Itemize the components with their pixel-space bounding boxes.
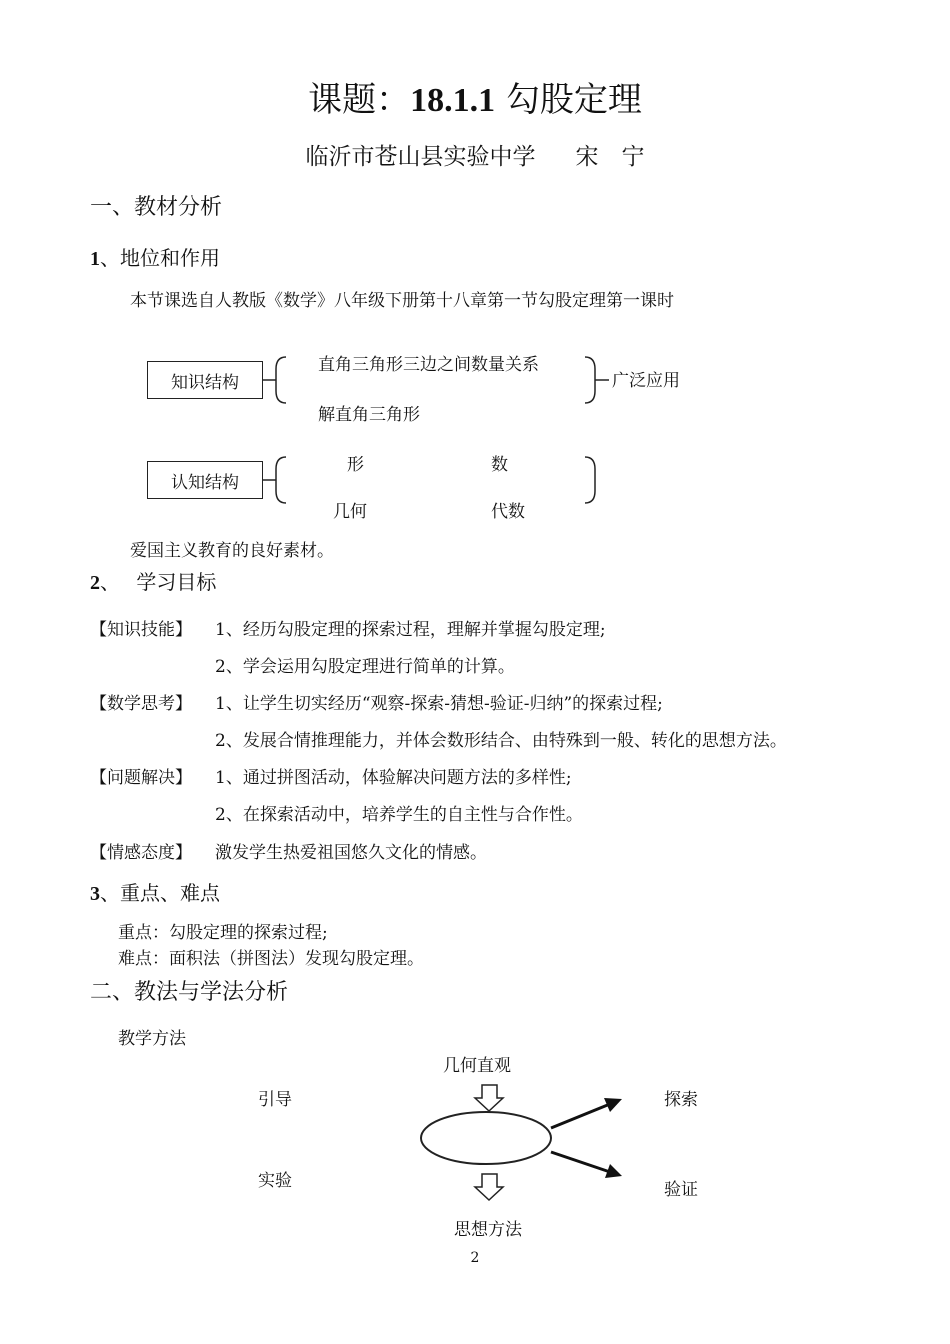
title-number: 18.1.1	[410, 82, 496, 119]
diagram-left-top-label: 引导	[258, 1090, 292, 1110]
difficulty-text: 难点：面积法（拼图法）发现勾股定理。	[118, 949, 424, 969]
knowledge-item-1: 直角三角形三边之间数量关系	[318, 355, 539, 375]
arrow-line	[551, 1152, 610, 1172]
sub2-label: 、 学习目标	[100, 570, 217, 594]
page-number: 2	[470, 1250, 480, 1266]
diagram-left-bottom-label: 实验	[258, 1171, 292, 1191]
arrow-line	[551, 1104, 610, 1128]
left-brace-icon	[276, 357, 286, 403]
problem-ellipse	[421, 1112, 551, 1164]
diagram-right-top-label: 探索	[664, 1090, 698, 1110]
diagram-top-label: 几何直观	[443, 1056, 511, 1076]
sub1-number: 1	[90, 248, 100, 270]
goal-tag: 【数学思考】	[90, 694, 192, 714]
goal-tag: 【情感态度】	[90, 843, 192, 863]
cognition-number: 数	[491, 455, 508, 475]
cognition-algebra: 代数	[491, 502, 525, 522]
sub3-label: 、重点、难点	[100, 881, 220, 905]
sub3-number: 3	[90, 883, 100, 905]
method-label: 教学方法	[118, 1029, 186, 1049]
right-brace-icon	[585, 457, 595, 503]
section2-heading: 二、教法与学法分析	[90, 980, 289, 1005]
diagram-right-bottom-label: 验证	[664, 1180, 698, 1200]
patriotic-text: 爱国主义教育的良好素材。	[130, 541, 334, 561]
goal-line: 1、让学生切实经历“观察-探索-猜想-验证-归纳”的探索过程;	[215, 694, 663, 714]
cognition-structure-box: 认知结构	[147, 461, 263, 499]
down-arrow-icon	[475, 1085, 503, 1111]
knowledge-result: 广泛应用	[612, 371, 680, 391]
goal-line: 2、在探索活动中，培养学生的自主性与合作性。	[215, 805, 583, 825]
key-point-text: 重点：勾股定理的探索过程;	[118, 923, 328, 943]
sub1-label: 、地位和作用	[100, 246, 220, 270]
knowledge-item-2: 解直角三角形	[318, 405, 420, 425]
section1-heading: 一、教材分析	[90, 195, 223, 220]
intro-text: 本节课选自人教版《数学》八年级下册第十八章第一节勾股定理第一课时	[130, 291, 674, 311]
cognition-geometry: 几何	[333, 502, 367, 522]
goal-line: 激发学生热爱祖国悠久文化的情感。	[215, 843, 487, 863]
down-arrow-icon	[475, 1174, 503, 1200]
diagram-bottom-label: 思想方法	[454, 1220, 522, 1240]
title-name: 勾股定理	[505, 80, 642, 120]
sub2-number: 2	[90, 572, 100, 594]
left-brace-icon	[276, 457, 286, 503]
cognition-shape: 形	[347, 455, 364, 475]
goal-line: 2、学会运用勾股定理进行简单的计算。	[215, 657, 515, 677]
right-brace-icon	[585, 357, 595, 403]
goal-tag: 【知识技能】	[90, 620, 192, 640]
author-school: 临沂市苍山县实验中学	[305, 144, 536, 170]
goal-line: 1、通过拼图活动，体验解决问题方法的多样性;	[215, 768, 572, 788]
goal-tag: 【问题解决】	[90, 768, 192, 788]
title-prefix: 课题：	[308, 80, 411, 120]
author-name: 宋 宁	[575, 144, 645, 170]
goal-line: 2、发展合情推理能力，并体会数形结合、由特殊到一般、转化的思想方法。	[215, 731, 787, 751]
goal-line: 1、经历勾股定理的探索过程，理解并掌握勾股定理;	[215, 620, 606, 640]
knowledge-structure-box: 知识结构	[147, 361, 263, 399]
arrow-head-icon	[605, 1164, 622, 1178]
